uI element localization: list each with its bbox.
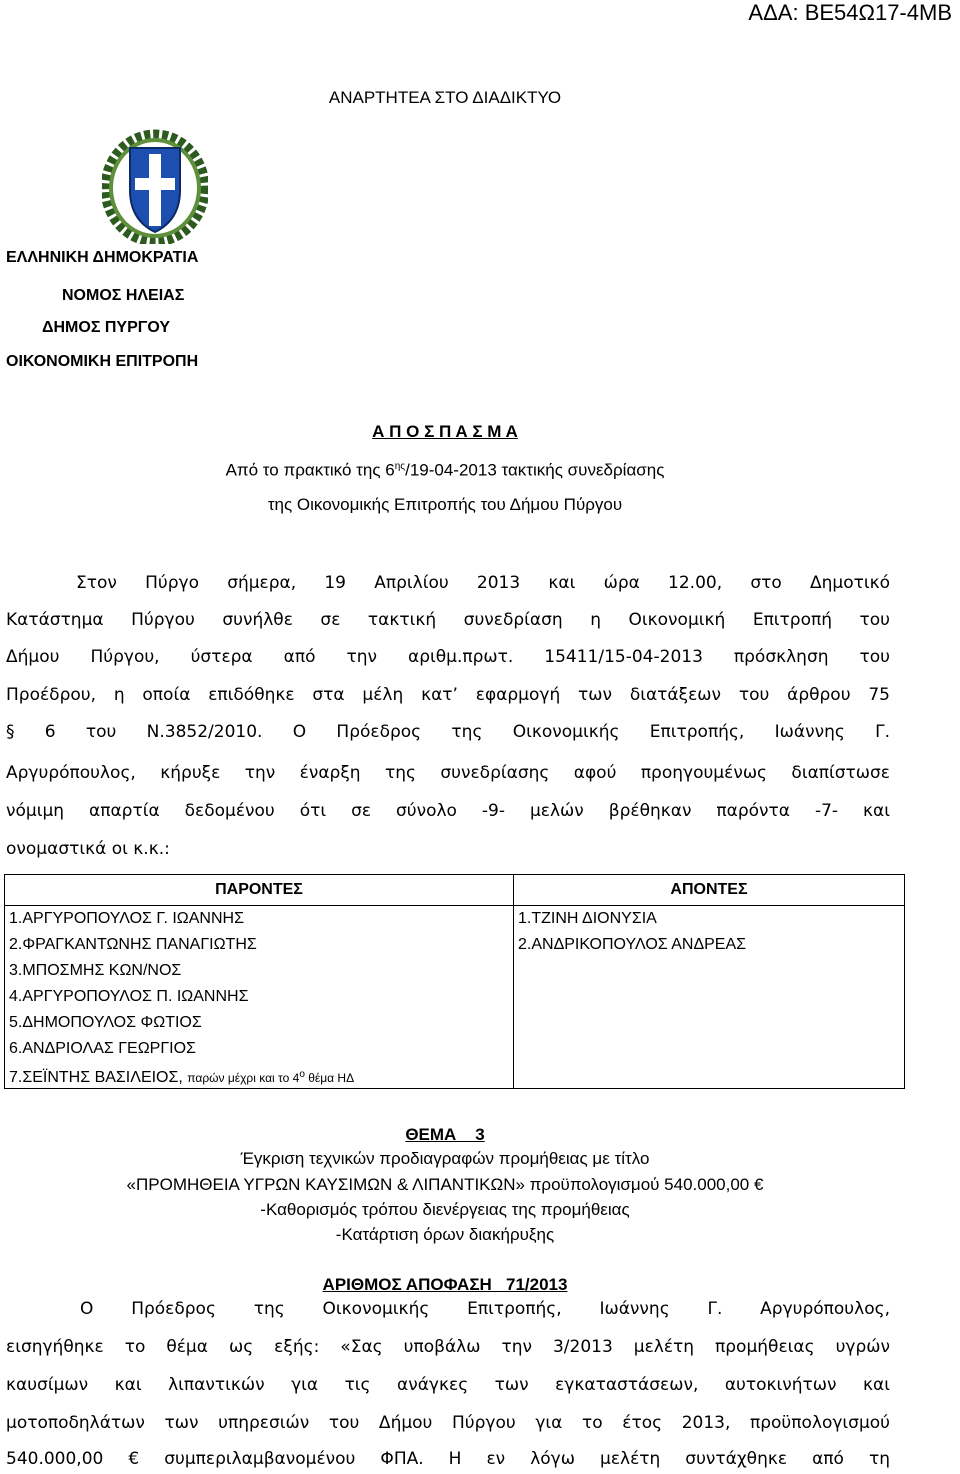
extract-line-1: Από το πρακτικό της $6^{\eta\varsigma}/19-04-2013$ τακτικής συνεδρίασης <box>225 460 665 480</box>
list-item: 1.ΤΖΙΝΗ ΔΙΟΝΥΣΙΑ <box>518 910 657 927</box>
authority-line-1: ΕΛΛΗΝΙΚΗ ΔΗΜΟΚΡΑΤΙΑ <box>6 249 199 266</box>
list-item: 7.ΣΕΪΝΤΗΣ ΒΑΣΙΛΕΙΟΣ, παρών μέχρι και το $4^o$ θέμα ΗΔ <box>9 1069 355 1086</box>
intro-line-1: Στον Πύργο σήμερα, 19 Απριλίου 2013 και ώρα 12.00, στο Δημοτικό <box>76 573 890 593</box>
ada-code: ΑΔΑ: ΒΕ54Ω17-4ΜΒ <box>748 0 952 25</box>
subject-line-3: -Καθορισμός τρόπου διενέργειας της προμήθειας <box>260 1200 630 1219</box>
subject-line-4: -Κατάρτιση όρων διακήρυξης <box>335 1225 555 1244</box>
present-note: παρών μέχρι και το $4^o$ θέμα ΗΔ <box>187 1069 355 1085</box>
posting-notice: ΑΝΑΡΤΗΤΕΑ ΣΤΟ ΔΙΑΔΙΚΤΥΟ <box>328 88 562 107</box>
list-item: 4.ΑΡΓΥΡΟΠΟΥΛΟΣ Π. ΙΩΑΝΝΗΣ <box>9 988 249 1005</box>
present-list <box>5 906 514 1089</box>
list-item: 2.ΦΡΑΓΚΑΝΤΩΝΗΣ ΠΑΝΑΓΙΩΤΗΣ <box>9 936 257 953</box>
authority-line-4: ΟΙΚΟΝΟΜΙΚΗ ΕΠΙΤΡΟΠΗ <box>6 353 199 370</box>
intro-line-8: ονομαστικά οι κ.κ.: <box>6 839 170 859</box>
decision-line-5: 540.000,00 € συμπεριλαμβανομένου ΦΠΑ. Η εν λόγω μελέτη συντάχθηκε από τη <box>6 1449 890 1469</box>
decision-line-3: καυσίμων και λιπαντικών για τις ανάγκες των εγκαταστάσεων, αυτοκινήτων και <box>6 1375 890 1395</box>
greek-coat-of-arms-emblem <box>102 128 208 244</box>
decision-heading: ΑΡΙΘΜΟΣ ΑΠΟΦΑΣΗ 71/2013 <box>322 1275 568 1294</box>
intro-line-4: Προέδρου, η οποία επιδόθηκε στα μέλη κατ’ εφαρμογή των διατάξεων του άρθρου 75 <box>6 685 890 705</box>
decision-line-1: Ο Πρόεδρος της Οικονομικής Επιτροπής, Ιωάννης Γ. Αργυρόπουλος, <box>80 1299 890 1319</box>
subject-line-2: «ΠΡΟΜΗΘΕΙΑ ΥΓΡΩΝ ΚΑΥΣΙΜΩΝ & ΛΙΠΑΝΤΙΚΩΝ» προϋπολογισμού 540.000,00 € <box>126 1175 764 1194</box>
intro-line-6: Αργυρόπουλος, κήρυξε την έναρξη της συνεδρίασης αφού προηγουμένως διαπίστωσε <box>6 763 890 783</box>
extract-line-2: της Οικονομικής Επιτροπής του Δήμου Πύργου <box>267 495 623 514</box>
list-item: 1.ΑΡΓΥΡΟΠΟΥΛΟΣ Γ. ΙΩΑΝΝΗΣ <box>9 910 244 927</box>
absent-header: ΑΠΟΝΤΕΣ <box>514 875 905 906</box>
decision-line-4: μοτοποδηλάτων των υπηρεσιών του Δήμου Πύργου για το έτος 2013, προϋπολογισμού <box>6 1413 890 1433</box>
authority-line-2: ΝΟΜΟΣ ΗΛΕΙΑΣ <box>62 287 185 304</box>
absent-list <box>514 906 905 1089</box>
authority-line-3: ΔΗΜΟΣ ΠΥΡΓΟΥ <box>42 319 171 336</box>
list-item: 5.ΔΗΜΟΠΟΥΛΟΣ ΦΩΤΙΟΣ <box>9 1014 202 1031</box>
extract-title: Α Π Ο Σ Π Α Σ Μ Α <box>372 422 518 441</box>
list-item: 3.ΜΠΟΣΜΗΣ ΚΩΝ/ΝΟΣ <box>9 962 182 979</box>
intro-line-7: νόμιμη απαρτία δεδομένου ότι σε σύνολο -9- μελών βρέθηκαν παρόντα -7- και <box>6 801 890 821</box>
list-item: 2.ΑΝΔΡΙΚΟΠΟΥΛΟΣ ΑΝΔΡΕΑΣ <box>518 936 747 953</box>
present-header: ΠΑΡΟΝΤΕΣ <box>5 875 514 906</box>
intro-line-5: § 6 του Ν.3852/2010. Ο Πρόεδρος της Οικονομικής Επιτροπής, Ιωάννης Γ. <box>6 722 890 742</box>
subject-line-1: Έγκριση τεχνικών προδιαγραφών προμήθειας με τίτλο <box>240 1149 650 1168</box>
list-item: 6.ΑΝΔΡΙΟΛΑΣ ΓΕΩΡΓΙΟΣ <box>9 1040 196 1057</box>
intro-line-2: Κατάστημα Πύργου συνήλθε σε τακτική συνεδρίαση η Οικονομική Επιτροπή του <box>6 610 890 630</box>
subject-heading: ΘΕΜΑ 3 <box>405 1125 485 1144</box>
attendance-table <box>4 874 905 1089</box>
intro-line-3: Δήμου Πύργου, ύστερα από την αριθμ.πρωτ. 15411/15-04-2013 πρόσκληση του <box>6 647 890 667</box>
decision-line-2: εισηγήθηκε το θέμα ως εξής: «Σας υποβάλω την 3/2013 μελέτη προμήθειας υγρών <box>6 1337 890 1357</box>
